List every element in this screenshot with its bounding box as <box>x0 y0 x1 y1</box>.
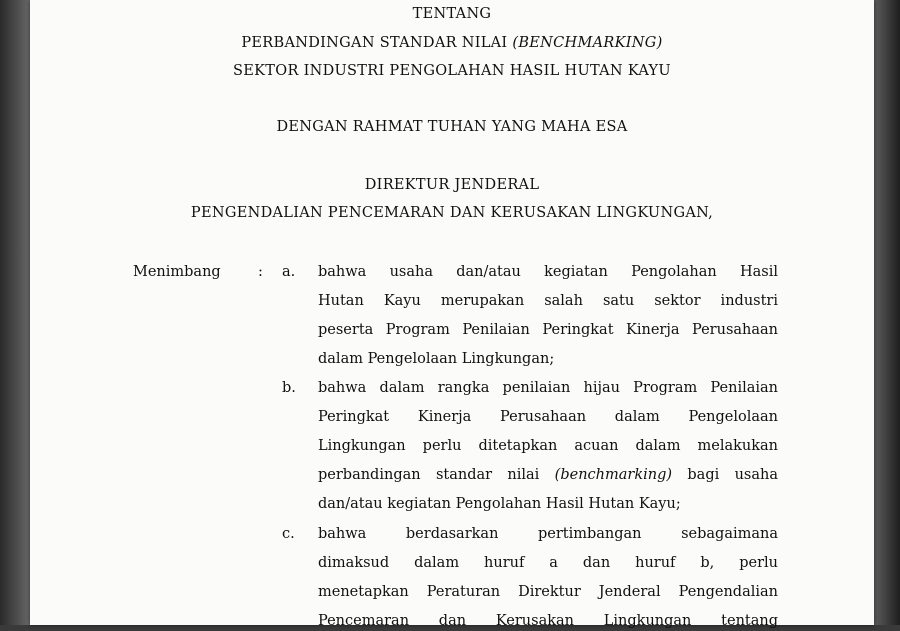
item-b-line-4 <box>318 465 778 485</box>
item-b-line-1: bahwa dalam rangka penilaian hijau Program Penilaian <box>318 380 778 396</box>
item-a-letter: a. <box>282 264 296 280</box>
document-page <box>30 0 874 629</box>
item-c-line-2: dimaksud dalam huruf a dan huruf b, perlu <box>318 555 778 571</box>
heading-title-line1 <box>30 33 874 53</box>
title-line1-text: PERBANDINGAN STANDAR NILAI <box>241 35 513 51</box>
item-c-line-3: menetapkan Peraturan Direktur Jenderal Pengendalian <box>318 584 778 600</box>
heading-rahmat: DENGAN RAHMAT TUHAN YANG MAHA ESA <box>276 119 628 135</box>
item-c-line-1: bahwa berdasarkan pertimbangan sebagaimana <box>318 526 778 542</box>
item-b-line-4-after: bagi usaha <box>672 467 778 483</box>
heading-direktur: DIREKTUR JENDERAL <box>364 177 540 193</box>
item-a-line-2: Hutan Kayu merupakan salah satu sektor industri <box>318 293 778 309</box>
item-b-line-4-italic: (benchmarking) <box>554 467 673 483</box>
title-line1-italic: (BENCHMARKING) <box>512 35 663 51</box>
item-b-line-4-before: perbandingan standar nilai <box>318 467 555 483</box>
menimbang-colon: : <box>258 264 263 280</box>
item-a-line-4: dalam Pengelolaan Lingkungan; <box>318 351 555 367</box>
heading-pengendalian: PENGENDALIAN PENCEMARAN DAN KERUSAKAN LINGKUNGAN, <box>190 205 714 221</box>
heading-tentang: TENTANG <box>412 6 492 22</box>
item-b-line-2: Peringkat Kinerja Perusahaan dalam Pengelolaan <box>318 409 778 425</box>
item-c-line-4: Pencemaran dan Kerusakan Lingkungan tentang <box>318 613 778 629</box>
item-a-line-3: peserta Program Penilaian Peringkat Kinerja Perusahaan <box>318 322 778 338</box>
item-b-line-5: dan/atau kegiatan Pengolahan Hasil Hutan Kayu; <box>318 496 681 512</box>
menimbang-label: Menimbang <box>133 264 221 280</box>
item-b-letter: b. <box>282 380 296 396</box>
right-dark-edge <box>874 0 900 625</box>
heading-title-line2: SEKTOR INDUSTRI PENGOLAHAN HASIL HUTAN KAYU <box>233 63 671 79</box>
left-dark-edge <box>0 0 30 625</box>
item-b-line-3: Lingkungan perlu ditetapkan acuan dalam melakukan <box>318 438 778 454</box>
item-c-letter: c. <box>282 526 295 542</box>
item-a-line-1: bahwa usaha dan/atau kegiatan Pengolahan Hasil <box>318 264 778 280</box>
